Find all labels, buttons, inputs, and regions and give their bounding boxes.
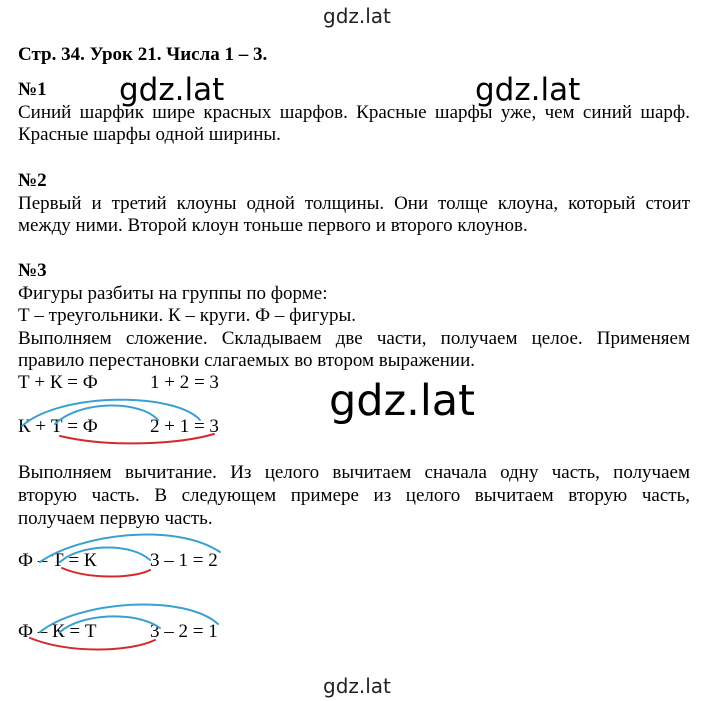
watermark-bottom: gdz.lat — [323, 674, 391, 698]
watermark-mid-left: gdz.lat — [119, 72, 225, 108]
task3-number: №3 — [18, 260, 47, 281]
watermark-mid-right: gdz.lat — [475, 72, 581, 108]
task1-line1: Синий шарфик шире красных шарфов. Красные шарфы уже, чем синий шарф. — [18, 102, 690, 123]
subtraction-line2: вторую часть. В следующем примере из целого вычитаем вторую часть, — [18, 485, 690, 506]
task1-line2: Красные шарфы одной ширины. — [18, 124, 281, 145]
watermark-top: gdz.lat — [323, 4, 391, 28]
equation1-letters: Т + К = Ф — [18, 372, 98, 393]
task3-line2: Т – треугольники. К – круги. Ф – фигуры. — [18, 305, 356, 326]
task3-line3: Выполняем сложение. Складываем две части, получаем целое. Применяем — [18, 328, 690, 349]
equation3-letters: Ф – Т = К — [18, 550, 97, 571]
equation4-letters: Ф – К = Т — [18, 621, 97, 642]
subtraction-line3: получаем первую часть. — [18, 508, 213, 529]
task2-line1: Первый и третий клоуны одной толщины. Они толще клоуна, который стоит — [18, 193, 690, 214]
equation2-numbers: 2 + 1 = 3 — [150, 416, 219, 437]
task2-number: №2 — [18, 170, 47, 191]
equation2-letters: К + Т = Ф — [18, 416, 98, 437]
subtraction-line1: Выполняем вычитание. Из целого вычитаем сначала одну часть, получаем — [18, 462, 690, 483]
equation4-numbers: 3 – 2 = 1 — [150, 621, 218, 642]
task3-line4: правило перестановки слагаемых во втором выражении. — [18, 350, 476, 371]
equation1-numbers: 1 + 2 = 3 — [150, 372, 219, 393]
watermark-center: gdz.lat — [329, 376, 475, 426]
task3-line1: Фигуры разбиты на группы по форме: — [18, 283, 328, 304]
page-heading: Стр. 34. Урок 21. Числа 1 – 3. — [18, 44, 268, 65]
task1-number: №1 — [18, 79, 47, 100]
task2-line2: между ними. Второй клоун тоньше первого и второго клоунов. — [18, 215, 528, 236]
equation3-numbers: 3 – 1 = 2 — [150, 550, 218, 571]
